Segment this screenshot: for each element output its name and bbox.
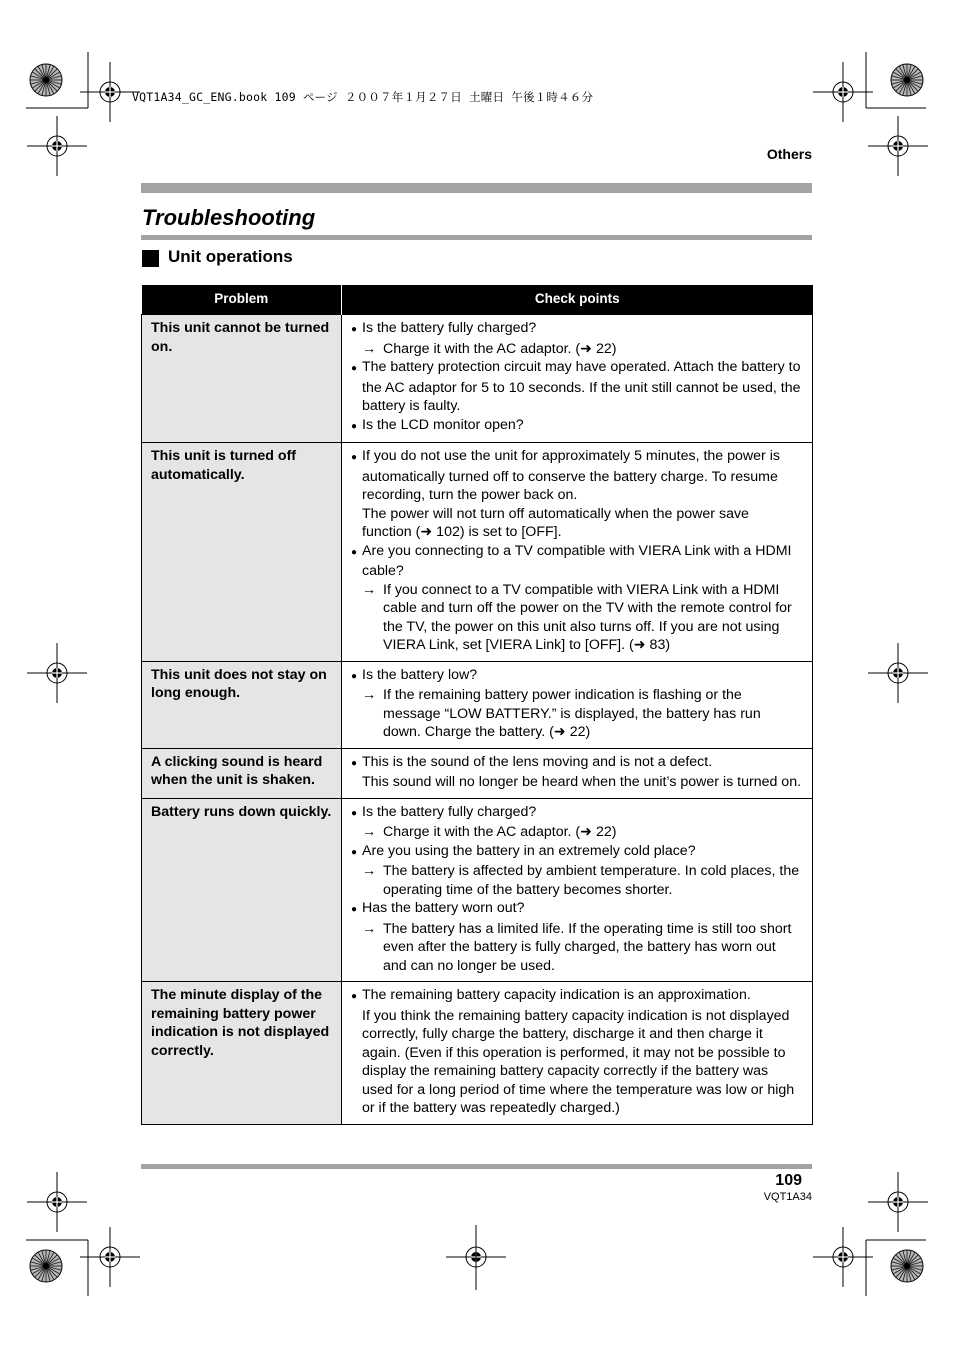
bullet-icon: ● [351,904,358,915]
page-title: Troubleshooting [142,205,316,230]
table-row [142,315,813,443]
check-points-cell [342,443,813,662]
starburst-center [904,77,910,83]
arrow-right-icon: → [362,581,377,598]
check-points-cell [342,748,813,798]
bullet-icon: ● [351,324,358,335]
bullet-icon: ● [351,991,358,1002]
bottom-rule [141,1164,812,1169]
problem-cell: A clicking sound is heard when the unit is shaken. [142,748,342,798]
starburst-center [904,1263,910,1269]
bullet-icon: ● [351,670,358,682]
bullet-icon: ● [351,757,358,769]
remedy-item: → The battery is affected by ambient temperature. In cold places, the operating time of the battery becomes shorter. [362,863,800,898]
arrow-right-icon: → [362,824,377,840]
document-code: VQT1A34 [763,1191,812,1203]
arrow-right-icon: → [362,920,377,937]
table-row [142,798,813,982]
bullet-icon: ● [351,807,358,819]
check-note: The power will not turn off automatically when the power save function (➜ 102) is set to [OFF]. [362,505,749,540]
bullet-icon: ● [351,546,358,558]
starburst-center [43,1263,49,1269]
check-item: ● Are you using the battery in an extremely cold place? [351,842,802,863]
check-item: ● Are you connecting to a TV compatible with VIERA Link with a HDMI cable? [351,542,792,579]
check-item: ● The battery protection circuit may have operated. Attach the battery to the AC adaptor for 5 to 10 seconds. If the unit still cannot be used, the battery is faulty. [351,359,801,414]
problem-cell: Battery runs down quickly. [142,798,342,982]
check-item: ● Is the battery fully charged? [351,319,802,340]
bullet-icon: ● [351,452,358,463]
check-points-cell [342,315,813,443]
subheading: Unit operations [168,247,293,266]
check-item: ● Is the LCD monitor open? [351,416,802,437]
check-note: This sound will no longer be heard when the unit’s power is turned on. [362,774,802,790]
troubleshooting-table [141,285,813,1125]
check-item: ● This is the sound of the lens moving and is not a defect. [351,753,802,774]
check-item: ● The remaining battery capacity indication is an approximation. [351,986,802,1007]
arrow-right-icon: → [362,687,377,703]
remedy-item: → If you connect to a TV compatible with VIERA Link with a HDMI cable and turn off the power on the TV with the remote control for the TV, the power on this unit also turns off. If you are not using VIERA Link, set [VIERA Link] to [OFF]. (➜ 83) [362,581,792,653]
page-number: 109 [775,1172,802,1189]
bullet-icon: ● [351,420,358,432]
bullet-icon: ● [351,846,358,858]
problem-cell: This unit cannot be turned on. [142,315,342,443]
check-note: If you think the remaining battery capacity indication is not displayed correctly, fully charge the battery, discharge it and then charge it again. (Even if this operation is performed, it may not be possible to display the remaining battery capacity correctly if the battery was used for a long period of time where the temperature was low or high or if the battery was repeatedly charged.) [362,1007,795,1116]
top-rule [141,183,812,193]
check-points-cell [342,661,813,748]
header-check-points: Check points [342,285,813,315]
table-row [142,661,813,748]
remedy-item: → If the remaining battery power indication is flashing or the message “LOW BATTERY.” is displayed, the battery has run down. Charge the battery. (➜ 22) [362,687,761,740]
section-label: Others [766,146,812,162]
check-item: ● If you do not use the unit for approximately 5 minutes, the power is automatically turned off to conserve the battery charge. To resume recording, turn the power back on. [351,448,780,503]
table-row [142,443,813,662]
check-item: ● Is the battery low? [351,666,802,687]
starburst-center [43,77,49,83]
header-problem: Problem [142,285,342,315]
title-rule [141,235,812,240]
arrow-right-icon: → [362,340,377,357]
remedy-item: → Charge it with the AC adaptor. (➜ 22) [362,340,617,357]
bullet-icon: ● [351,363,358,374]
remedy-item: → Charge it with the AC adaptor. (➜ 22) [362,824,617,840]
check-item: ● Is the battery fully charged? [351,803,802,824]
problem-cell: This unit does not stay on long enough. [142,661,342,748]
check-item: ● Has the battery worn out? [351,899,802,920]
arrow-right-icon: → [362,863,377,879]
subheading-square-icon [142,250,159,267]
table-row [142,982,813,1125]
check-points-cell [342,982,813,1125]
table-header-row [142,285,813,315]
book-file-line: VQT1A34_GC_ENG.book 109 ページ ２００７年１月２７日 土曜日 午後１時４６分 [132,90,594,104]
table-row [142,748,813,798]
remedy-item: → The battery has a limited life. If the operating time is still too short even after the battery is fully charged, the battery has worn out and can no longer be used. [362,920,792,974]
check-points-cell [342,798,813,982]
problem-cell: The minute display of the remaining battery power indication is not displayed correctly. [142,982,342,1125]
problem-cell: This unit is turned off automatically. [142,443,342,662]
